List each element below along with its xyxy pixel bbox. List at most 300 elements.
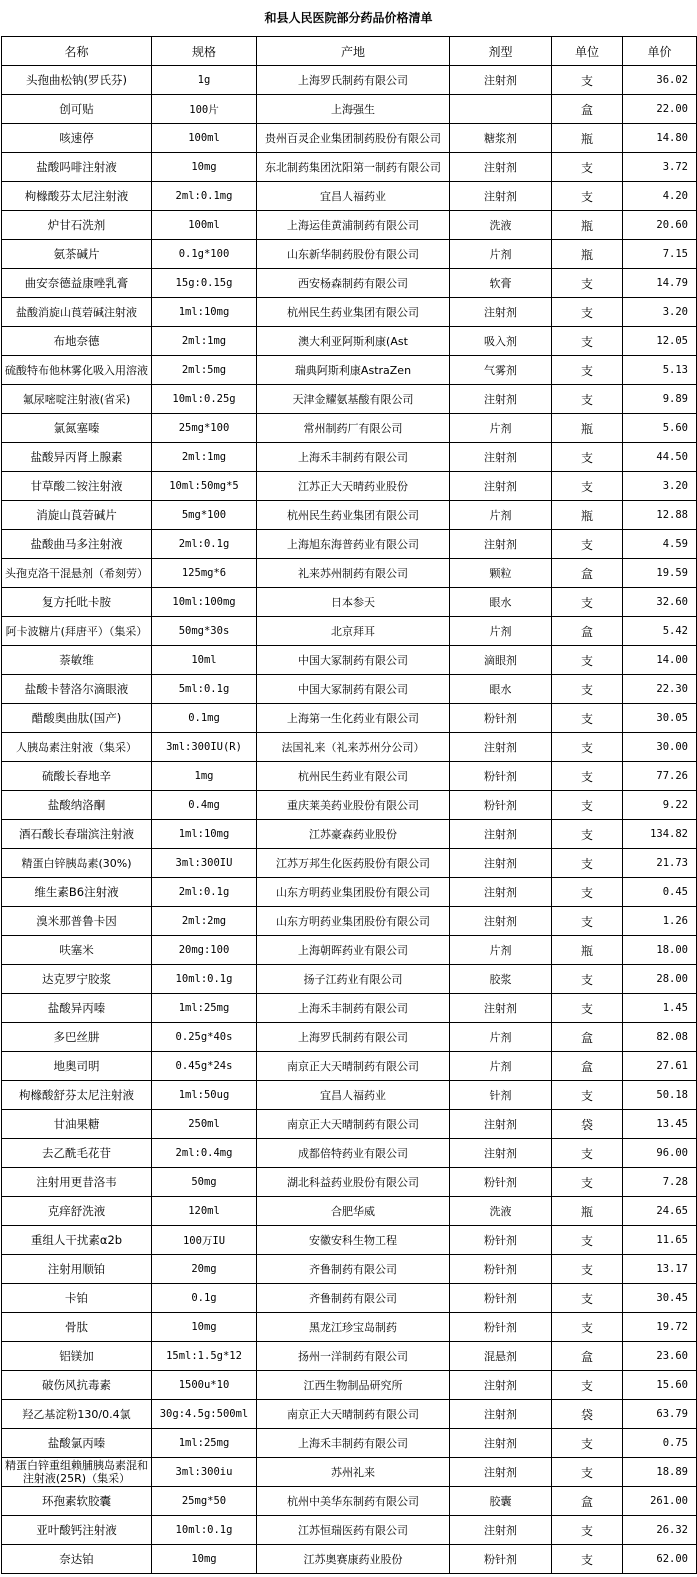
- table-row: [2, 385, 697, 414]
- cell-manufacturer: 扬子江药业有限公司: [257, 965, 450, 994]
- cell-dosage-form: 注射剂: [450, 530, 552, 559]
- cell-manufacturer: 贵州百灵企业集团制药股份有限公司: [257, 124, 450, 153]
- cell-unit: 支: [552, 1516, 623, 1545]
- cell-spec: 15ml:1.5g*12: [152, 1342, 257, 1371]
- table-row: [2, 240, 697, 269]
- cell-dosage-form: 注射剂: [450, 443, 552, 472]
- cell-dosage-form: 粉针剂: [450, 1255, 552, 1284]
- cell-name: 克痒舒洗液: [2, 1197, 152, 1226]
- table-row: [2, 211, 697, 240]
- cell-price: 36.02: [623, 66, 697, 95]
- cell-dosage-form: 注射剂: [450, 182, 552, 211]
- cell-spec: 20mg:100: [152, 936, 257, 965]
- cell-price: 27.61: [623, 1052, 697, 1081]
- cell-name: 重组人干扰素α2b: [2, 1226, 152, 1255]
- table-row: [2, 646, 697, 675]
- cell-spec: 125mg*6: [152, 559, 257, 588]
- cell-dosage-form: 胶囊: [450, 1487, 552, 1516]
- cell-name: 羟乙基淀粉130/0.4氯: [2, 1400, 152, 1429]
- cell-dosage-form: 片剂: [450, 501, 552, 530]
- table-row: [2, 1400, 697, 1429]
- cell-name: 盐酸卡替洛尔滴眼液: [2, 675, 152, 704]
- cell-price: 63.79: [623, 1400, 697, 1429]
- header-spec: 规格: [152, 37, 257, 66]
- cell-spec: 15g:0.15g: [152, 269, 257, 298]
- cell-unit: 支: [552, 356, 623, 385]
- cell-dosage-form: 注射剂: [450, 298, 552, 327]
- cell-price: 26.32: [623, 1516, 697, 1545]
- cell-spec: 1ml:25mg: [152, 994, 257, 1023]
- cell-dosage-form: 注射剂: [450, 472, 552, 501]
- cell-dosage-form: 注射剂: [450, 1458, 552, 1487]
- cell-spec: 50mg*30s: [152, 617, 257, 646]
- cell-dosage-form: 颗粒: [450, 559, 552, 588]
- cell-unit: 盒: [552, 1052, 623, 1081]
- cell-price: 14.79: [623, 269, 697, 298]
- cell-dosage-form: 眼水: [450, 588, 552, 617]
- cell-manufacturer: 日本参天: [257, 588, 450, 617]
- cell-name: 炉甘石洗剂: [2, 211, 152, 240]
- cell-spec: 2ml:1mg: [152, 443, 257, 472]
- table-row: [2, 124, 697, 153]
- cell-unit: 瓶: [552, 1197, 623, 1226]
- cell-price: 9.89: [623, 385, 697, 414]
- cell-manufacturer: 南京正大天晴制药有限公司: [257, 1110, 450, 1139]
- cell-spec: 0.1mg: [152, 704, 257, 733]
- cell-unit: 支: [552, 385, 623, 414]
- cell-spec: 1ml:25mg: [152, 1429, 257, 1458]
- cell-dosage-form: 片剂: [450, 936, 552, 965]
- cell-unit: 支: [552, 965, 623, 994]
- header-price: 单价: [623, 37, 697, 66]
- cell-spec: 2ml:0.4mg: [152, 1139, 257, 1168]
- cell-spec: 10mg: [152, 153, 257, 182]
- table-row: [2, 501, 697, 530]
- cell-manufacturer: 东北制药集团沈阳第一制药有限公司: [257, 153, 450, 182]
- cell-dosage-form: 注射剂: [450, 1110, 552, 1139]
- cell-name: 硫酸特布他林雾化吸入用溶液: [2, 356, 152, 385]
- cell-manufacturer: 上海朝晖药业有限公司: [257, 936, 450, 965]
- cell-spec: 100ml: [152, 124, 257, 153]
- cell-name: 醋酸奥曲肽(国产): [2, 704, 152, 733]
- cell-price: 7.28: [623, 1168, 697, 1197]
- cell-name: 头孢曲松钠(罗氏芬): [2, 66, 152, 95]
- cell-manufacturer: 重庆莱美药业股份有限公司: [257, 791, 450, 820]
- cell-price: 5.13: [623, 356, 697, 385]
- cell-spec: 5mg*100: [152, 501, 257, 530]
- cell-price: 11.65: [623, 1226, 697, 1255]
- cell-dosage-form: 注射剂: [450, 733, 552, 762]
- cell-spec: 0.1g: [152, 1284, 257, 1313]
- table-row: [2, 414, 697, 443]
- cell-manufacturer: 西安杨森制药有限公司: [257, 269, 450, 298]
- cell-manufacturer: 上海第一生化药业有限公司: [257, 704, 450, 733]
- cell-name: 萘敏维: [2, 646, 152, 675]
- cell-name: 多巴丝肼: [2, 1023, 152, 1052]
- cell-price: 19.59: [623, 559, 697, 588]
- cell-price: 20.60: [623, 211, 697, 240]
- cell-unit: 支: [552, 762, 623, 791]
- table-row: [2, 1226, 697, 1255]
- cell-price: 30.45: [623, 1284, 697, 1313]
- cell-spec: 10ml:0.1g: [152, 1516, 257, 1545]
- cell-unit: 支: [552, 907, 623, 936]
- cell-name: 人胰岛素注射液（集采）: [2, 733, 152, 762]
- cell-unit: 支: [552, 1255, 623, 1284]
- cell-unit: 支: [552, 1313, 623, 1342]
- cell-name: 盐酸纳洛酮: [2, 791, 152, 820]
- cell-unit: 盒: [552, 95, 623, 124]
- cell-dosage-form: 注射剂: [450, 1371, 552, 1400]
- table-row: [2, 1429, 697, 1458]
- cell-name: 咳速停: [2, 124, 152, 153]
- cell-manufacturer: 齐鲁制药有限公司: [257, 1255, 450, 1284]
- cell-unit: 支: [552, 443, 623, 472]
- cell-manufacturer: 江苏奥赛康药业股份: [257, 1545, 450, 1574]
- table-row: [2, 762, 697, 791]
- cell-dosage-form: 片剂: [450, 414, 552, 443]
- cell-manufacturer: 江西生物制品研究所: [257, 1371, 450, 1400]
- cell-price: 22.30: [623, 675, 697, 704]
- cell-dosage-form: 片剂: [450, 240, 552, 269]
- cell-spec: 0.4mg: [152, 791, 257, 820]
- cell-unit: 支: [552, 1545, 623, 1574]
- cell-manufacturer: 上海禾丰制药有限公司: [257, 1429, 450, 1458]
- cell-manufacturer: 山东新华制药股份有限公司: [257, 240, 450, 269]
- cell-manufacturer: 上海旭东海普药业有限公司: [257, 530, 450, 559]
- cell-unit: 盒: [552, 1342, 623, 1371]
- cell-dosage-form: 洗液: [450, 1197, 552, 1226]
- table-row: [2, 269, 697, 298]
- cell-spec: 30g:4.5g:500ml: [152, 1400, 257, 1429]
- cell-dosage-form: 粉针剂: [450, 1168, 552, 1197]
- cell-dosage-form: 粉针剂: [450, 1545, 552, 1574]
- cell-dosage-form: 洗液: [450, 211, 552, 240]
- cell-manufacturer: 礼来苏州制药有限公司: [257, 559, 450, 588]
- table-row: [2, 1516, 697, 1545]
- table-row: [2, 907, 697, 936]
- cell-unit: 支: [552, 269, 623, 298]
- cell-price: 21.73: [623, 849, 697, 878]
- cell-name: 复方托吡卡胺: [2, 588, 152, 617]
- table-row: [2, 936, 697, 965]
- cell-price: 18.89: [623, 1458, 697, 1487]
- cell-dosage-form: 注射剂: [450, 66, 552, 95]
- cell-spec: 10mg: [152, 1313, 257, 1342]
- cell-price: 14.00: [623, 646, 697, 675]
- cell-price: 77.26: [623, 762, 697, 791]
- table-row: [2, 472, 697, 501]
- cell-name: 创可贴: [2, 95, 152, 124]
- cell-unit: 支: [552, 182, 623, 211]
- price-table: [1, 36, 697, 1574]
- cell-dosage-form: 注射剂: [450, 1516, 552, 1545]
- cell-unit: 支: [552, 791, 623, 820]
- cell-price: 134.82: [623, 820, 697, 849]
- table-row: [2, 675, 697, 704]
- cell-price: 96.00: [623, 1139, 697, 1168]
- cell-price: 5.60: [623, 414, 697, 443]
- cell-spec: 2ml:0.1g: [152, 530, 257, 559]
- table-row: [2, 791, 697, 820]
- table-body: [2, 66, 697, 1574]
- cell-spec: 250ml: [152, 1110, 257, 1139]
- cell-price: 1.45: [623, 994, 697, 1023]
- table-row: [2, 1458, 697, 1487]
- cell-price: 4.20: [623, 182, 697, 211]
- cell-dosage-form: 注射剂: [450, 878, 552, 907]
- cell-name: 盐酸异丙嗪: [2, 994, 152, 1023]
- table-row: [2, 559, 697, 588]
- cell-dosage-form: 注射剂: [450, 849, 552, 878]
- cell-manufacturer: 中国大冢制药有限公司: [257, 675, 450, 704]
- cell-price: 3.20: [623, 472, 697, 501]
- cell-spec: 10ml:100mg: [152, 588, 257, 617]
- cell-name: 盐酸氯丙嗪: [2, 1429, 152, 1458]
- cell-manufacturer: 上海运佳黄浦制药有限公司: [257, 211, 450, 240]
- cell-spec: 1500u*10: [152, 1371, 257, 1400]
- table-row: [2, 1255, 697, 1284]
- cell-price: 62.00: [623, 1545, 697, 1574]
- cell-dosage-form: 粉针剂: [450, 762, 552, 791]
- cell-unit: 支: [552, 153, 623, 182]
- cell-price: 12.05: [623, 327, 697, 356]
- cell-dosage-form: 糖浆剂: [450, 124, 552, 153]
- cell-dosage-form: 粉针剂: [450, 704, 552, 733]
- cell-name: 注射用更昔洛韦: [2, 1168, 152, 1197]
- cell-name: 头孢克洛干混悬剂（希刻劳）: [2, 559, 152, 588]
- cell-manufacturer: 南京正大天晴制药有限公司: [257, 1052, 450, 1081]
- cell-price: 0.45: [623, 878, 697, 907]
- table-row: [2, 1052, 697, 1081]
- cell-name: 酒石酸长春瑞滨注射液: [2, 820, 152, 849]
- cell-unit: 支: [552, 1371, 623, 1400]
- cell-dosage-form: 注射剂: [450, 820, 552, 849]
- cell-unit: 盒: [552, 1023, 623, 1052]
- cell-price: 50.18: [623, 1081, 697, 1110]
- cell-unit: 瓶: [552, 936, 623, 965]
- cell-manufacturer: 山东方明药业集团股份有限公司: [257, 907, 450, 936]
- cell-unit: 支: [552, 1168, 623, 1197]
- header-manufacturer: 产地: [257, 37, 450, 66]
- cell-spec: 25mg*100: [152, 414, 257, 443]
- table-row: [2, 1342, 697, 1371]
- cell-spec: 2ml:0.1g: [152, 878, 257, 907]
- cell-name: 布地奈德: [2, 327, 152, 356]
- cell-dosage-form: 注射剂: [450, 1139, 552, 1168]
- cell-manufacturer: 上海罗氏制药有限公司: [257, 1023, 450, 1052]
- table-row: [2, 1371, 697, 1400]
- cell-manufacturer: 天津金耀氨基酸有限公司: [257, 385, 450, 414]
- cell-name: 地奥司明: [2, 1052, 152, 1081]
- cell-unit: 支: [552, 733, 623, 762]
- cell-price: 30.05: [623, 704, 697, 733]
- cell-spec: 100片: [152, 95, 257, 124]
- cell-dosage-form: 粉针剂: [450, 1313, 552, 1342]
- cell-spec: 3ml:300IU: [152, 849, 257, 878]
- cell-dosage-form: 软膏: [450, 269, 552, 298]
- table-row: [2, 1110, 697, 1139]
- cell-name: 枸橼酸芬太尼注射液: [2, 182, 152, 211]
- cell-dosage-form: 片剂: [450, 1023, 552, 1052]
- cell-dosage-form: 注射剂: [450, 907, 552, 936]
- cell-spec: 5ml:0.1g: [152, 675, 257, 704]
- cell-dosage-form: 片剂: [450, 617, 552, 646]
- cell-price: 13.17: [623, 1255, 697, 1284]
- cell-spec: 2ml:2mg: [152, 907, 257, 936]
- cell-dosage-form: 注射剂: [450, 1400, 552, 1429]
- cell-name: 盐酸异丙肾上腺素: [2, 443, 152, 472]
- cell-price: 1.26: [623, 907, 697, 936]
- cell-unit: 支: [552, 327, 623, 356]
- table-row: [2, 878, 697, 907]
- cell-spec: 3ml:300iu: [152, 1458, 257, 1487]
- cell-manufacturer: 杭州民生药业集团有限公司: [257, 501, 450, 530]
- cell-manufacturer: 杭州民生药业有限公司: [257, 762, 450, 791]
- table-row: [2, 617, 697, 646]
- cell-dosage-form: 注射剂: [450, 153, 552, 182]
- cell-unit: 瓶: [552, 211, 623, 240]
- cell-spec: 0.1g*100: [152, 240, 257, 269]
- cell-price: 261.00: [623, 1487, 697, 1516]
- cell-manufacturer: 上海禾丰制药有限公司: [257, 443, 450, 472]
- header-name: 名称: [2, 37, 152, 66]
- header-dosage-form: 剂型: [450, 37, 552, 66]
- cell-dosage-form: 胶浆: [450, 965, 552, 994]
- cell-manufacturer: 南京正大天晴制药有限公司: [257, 1400, 450, 1429]
- cell-spec: 10ml:0.1g: [152, 965, 257, 994]
- cell-manufacturer: 安徽安科生物工程: [257, 1226, 450, 1255]
- cell-unit: 支: [552, 1429, 623, 1458]
- cell-spec: 0.45g*24s: [152, 1052, 257, 1081]
- cell-dosage-form: 片剂: [450, 1052, 552, 1081]
- cell-manufacturer: 杭州中美华东制药有限公司: [257, 1487, 450, 1516]
- cell-name: 盐酸消旋山莨菪碱注射液: [2, 298, 152, 327]
- table-row: [2, 95, 697, 124]
- table-row: [2, 704, 697, 733]
- cell-price: 5.42: [623, 617, 697, 646]
- cell-dosage-form: 注射剂: [450, 994, 552, 1023]
- cell-manufacturer: 北京拜耳: [257, 617, 450, 646]
- table-row: [2, 1139, 697, 1168]
- cell-manufacturer: 齐鲁制药有限公司: [257, 1284, 450, 1313]
- cell-manufacturer: 苏州礼来: [257, 1458, 450, 1487]
- cell-manufacturer: 宜昌人福药业: [257, 182, 450, 211]
- cell-dosage-form: 滴眼剂: [450, 646, 552, 675]
- cell-price: 4.59: [623, 530, 697, 559]
- cell-unit: 支: [552, 704, 623, 733]
- cell-dosage-form: [450, 95, 552, 124]
- cell-name: 奈达铂: [2, 1545, 152, 1574]
- cell-spec: 3ml:300IU(R): [152, 733, 257, 762]
- table-row: [2, 298, 697, 327]
- cell-name: 卡铂: [2, 1284, 152, 1313]
- cell-name: 维生素B6注射液: [2, 878, 152, 907]
- cell-price: 15.60: [623, 1371, 697, 1400]
- table-row: [2, 1023, 697, 1052]
- table-row: [2, 994, 697, 1023]
- cell-manufacturer: 杭州民生药业集团有限公司: [257, 298, 450, 327]
- table-row: [2, 182, 697, 211]
- cell-unit: 瓶: [552, 414, 623, 443]
- cell-name: 注射用顺铂: [2, 1255, 152, 1284]
- cell-price: 23.60: [623, 1342, 697, 1371]
- cell-name: 消旋山莨菪碱片: [2, 501, 152, 530]
- cell-unit: 支: [552, 849, 623, 878]
- cell-unit: 支: [552, 820, 623, 849]
- table-row: [2, 965, 697, 994]
- cell-unit: 支: [552, 472, 623, 501]
- cell-name: 达克罗宁胶浆: [2, 965, 152, 994]
- cell-dosage-form: 粉针剂: [450, 1226, 552, 1255]
- cell-manufacturer: 江苏万邦生化医药股份有限公司: [257, 849, 450, 878]
- cell-name: 阿卡波糖片(拜唐平）（集采）: [2, 617, 152, 646]
- cell-unit: 盒: [552, 617, 623, 646]
- cell-name: 氟尿嘧啶注射液(省采): [2, 385, 152, 414]
- cell-name: 甘油果糖: [2, 1110, 152, 1139]
- cell-name: 精蛋白锌胰岛素(30%): [2, 849, 152, 878]
- cell-name: 环孢素软胶囊: [2, 1487, 152, 1516]
- cell-price: 3.20: [623, 298, 697, 327]
- cell-spec: 1ml:50ug: [152, 1081, 257, 1110]
- cell-name: 枸橼酸舒芬太尼注射液: [2, 1081, 152, 1110]
- cell-unit: 支: [552, 588, 623, 617]
- cell-spec: 50mg: [152, 1168, 257, 1197]
- cell-manufacturer: 扬州一洋制药有限公司: [257, 1342, 450, 1371]
- cell-dosage-form: 混悬剂: [450, 1342, 552, 1371]
- cell-manufacturer: 山东方明药业集团股份有限公司: [257, 878, 450, 907]
- cell-name: 呋塞米: [2, 936, 152, 965]
- table-row: [2, 66, 697, 95]
- cell-spec: 10ml:0.25g: [152, 385, 257, 414]
- cell-manufacturer: 常州制药厂有限公司: [257, 414, 450, 443]
- cell-name: 精蛋白锌重组赖脯胰岛素混和注射液(25R)（集采）: [2, 1458, 152, 1487]
- cell-name: 破伤风抗毒素: [2, 1371, 152, 1400]
- cell-spec: 10ml: [152, 646, 257, 675]
- table-row: [2, 1545, 697, 1574]
- cell-name: 甘草酸二铵注射液: [2, 472, 152, 501]
- cell-name: 亚叶酸钙注射液: [2, 1516, 152, 1545]
- cell-unit: 支: [552, 66, 623, 95]
- header-row: [2, 37, 697, 66]
- cell-manufacturer: 江苏豪森药业股份: [257, 820, 450, 849]
- cell-spec: 1g: [152, 66, 257, 95]
- cell-manufacturer: 瑞典阿斯利康AstraZen: [257, 356, 450, 385]
- cell-manufacturer: 湖北科益药业股份有限公司: [257, 1168, 450, 1197]
- cell-dosage-form: 粉针剂: [450, 791, 552, 820]
- cell-name: 氯氮塞嗪: [2, 414, 152, 443]
- table-row: [2, 1313, 697, 1342]
- cell-unit: 支: [552, 1458, 623, 1487]
- cell-unit: 支: [552, 994, 623, 1023]
- cell-name: 铝镁加: [2, 1342, 152, 1371]
- table-row: [2, 356, 697, 385]
- cell-unit: 支: [552, 530, 623, 559]
- cell-spec: 0.25g*40s: [152, 1023, 257, 1052]
- cell-spec: 10mg: [152, 1545, 257, 1574]
- table-row: [2, 849, 697, 878]
- cell-price: 19.72: [623, 1313, 697, 1342]
- cell-name: 曲安奈德益康唑乳膏: [2, 269, 152, 298]
- cell-manufacturer: 成都倍特药业有限公司: [257, 1139, 450, 1168]
- table-row: [2, 1487, 697, 1516]
- table-row: [2, 588, 697, 617]
- cell-unit: 袋: [552, 1400, 623, 1429]
- table-row: [2, 530, 697, 559]
- cell-spec: 25mg*50: [152, 1487, 257, 1516]
- cell-spec: 100万IU: [152, 1226, 257, 1255]
- cell-dosage-form: 针剂: [450, 1081, 552, 1110]
